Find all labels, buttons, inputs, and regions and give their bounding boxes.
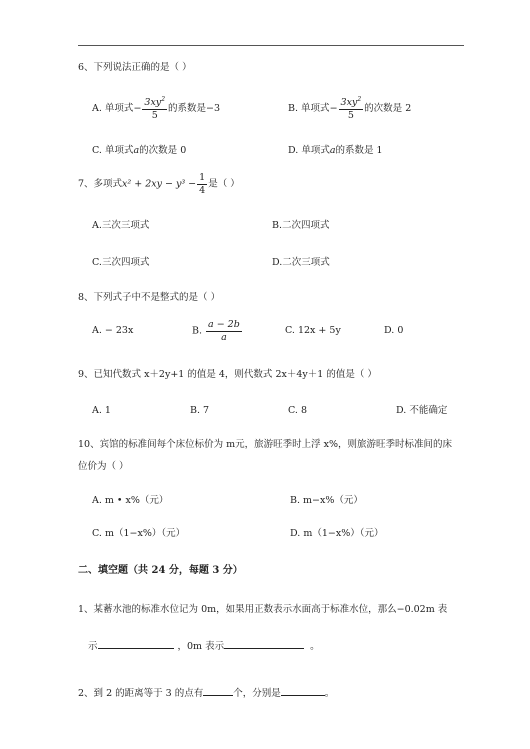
q7-option-d: D.二次三项式 (272, 257, 330, 268)
q9-option-d: D. 不能确定 (396, 405, 448, 416)
q6-stem: 6、下列说法正确的是（ ） (78, 62, 192, 73)
q8-option-d: D. 0 (384, 325, 404, 336)
q10-stem-line2: 位价为（ ） (78, 461, 129, 472)
q8-b-fraction: $\frac{a - 2b}{a}$ (208, 319, 240, 343)
fill2-line: 2、到 2 的距离等于 3 的点有 个，分别是 。 (78, 688, 335, 699)
q6-option-d: D. 单项式a的系数是 1 (288, 145, 383, 156)
q7-stem: 7、多项式x² + 2xy − y³ − $\frac{1}{4}$ 是（ ） (78, 172, 240, 196)
q6-a-fraction: $\frac{3xy^2}{5}$ (144, 96, 166, 121)
q10-option-d: D. m（1−x%）（元） (290, 528, 384, 539)
q7-option-b: B.二次四项式 (272, 220, 330, 231)
q6-option-c: C. 单项式a的次数是 0 (92, 145, 187, 156)
q7-fraction: $\frac{1}{4}$ (199, 172, 206, 196)
section-title: 二、填空题（共 24 分，每题 3 分） (78, 565, 243, 576)
q9-option-c: C. 8 (288, 405, 308, 416)
q8-stem: 8、下列式子中不是整式的是（ ） (78, 292, 221, 303)
fill2-blank-1[interactable] (203, 686, 233, 696)
q7-option-a: A.三次三项式 (92, 220, 150, 231)
q10-option-a: A. m • x%（元） (92, 495, 169, 506)
q7-option-c: C.三次四项式 (92, 257, 150, 268)
fill1-blank-1[interactable] (98, 639, 174, 649)
q8-option-a: A. − 23x (92, 325, 134, 336)
q8-option-c: C. 12x + 5y (285, 325, 341, 336)
q9-option-b: B. 7 (190, 405, 210, 416)
fill1-line1: 1、某蓄水池的标准水位记为 0m，如果用正数表示水面高于标准水位，那么−0.02m 表 (78, 604, 448, 615)
fill1-line2: 示 ，0m 表示 。 (88, 641, 320, 652)
q10-option-b: B. m−x%（元） (290, 495, 363, 506)
fill1-blank-2[interactable] (224, 639, 304, 649)
header-rule (78, 45, 464, 46)
q9-option-a: A. 1 (92, 405, 111, 416)
q6-option-a: A. 单项式− $\frac{3xy^2}{5}$ 的系数是−3 (92, 96, 221, 121)
q9-stem: 9、已知代数式 x＋2y+1 的值是 4，则代数式 2x＋4y＋1 的值是（ ） (78, 369, 377, 380)
q6-option-b: B. 单项式− $\frac{3xy^2}{5}$ 的次数是 2 (288, 96, 412, 121)
fill2-blank-2[interactable] (281, 686, 325, 696)
q8-option-b: B. $\frac{a - 2b}{a}$ (192, 319, 240, 343)
q10-option-c: C. m（1−x%）（元） (92, 528, 186, 539)
q10-stem-line1: 10、宾馆的标准间每个床位标价为 m元，旅游旺季时上浮 x%，则旅游旺季时标准间的床 (78, 439, 453, 450)
q6-b-fraction: $\frac{3xy^2}{5}$ (340, 96, 362, 121)
